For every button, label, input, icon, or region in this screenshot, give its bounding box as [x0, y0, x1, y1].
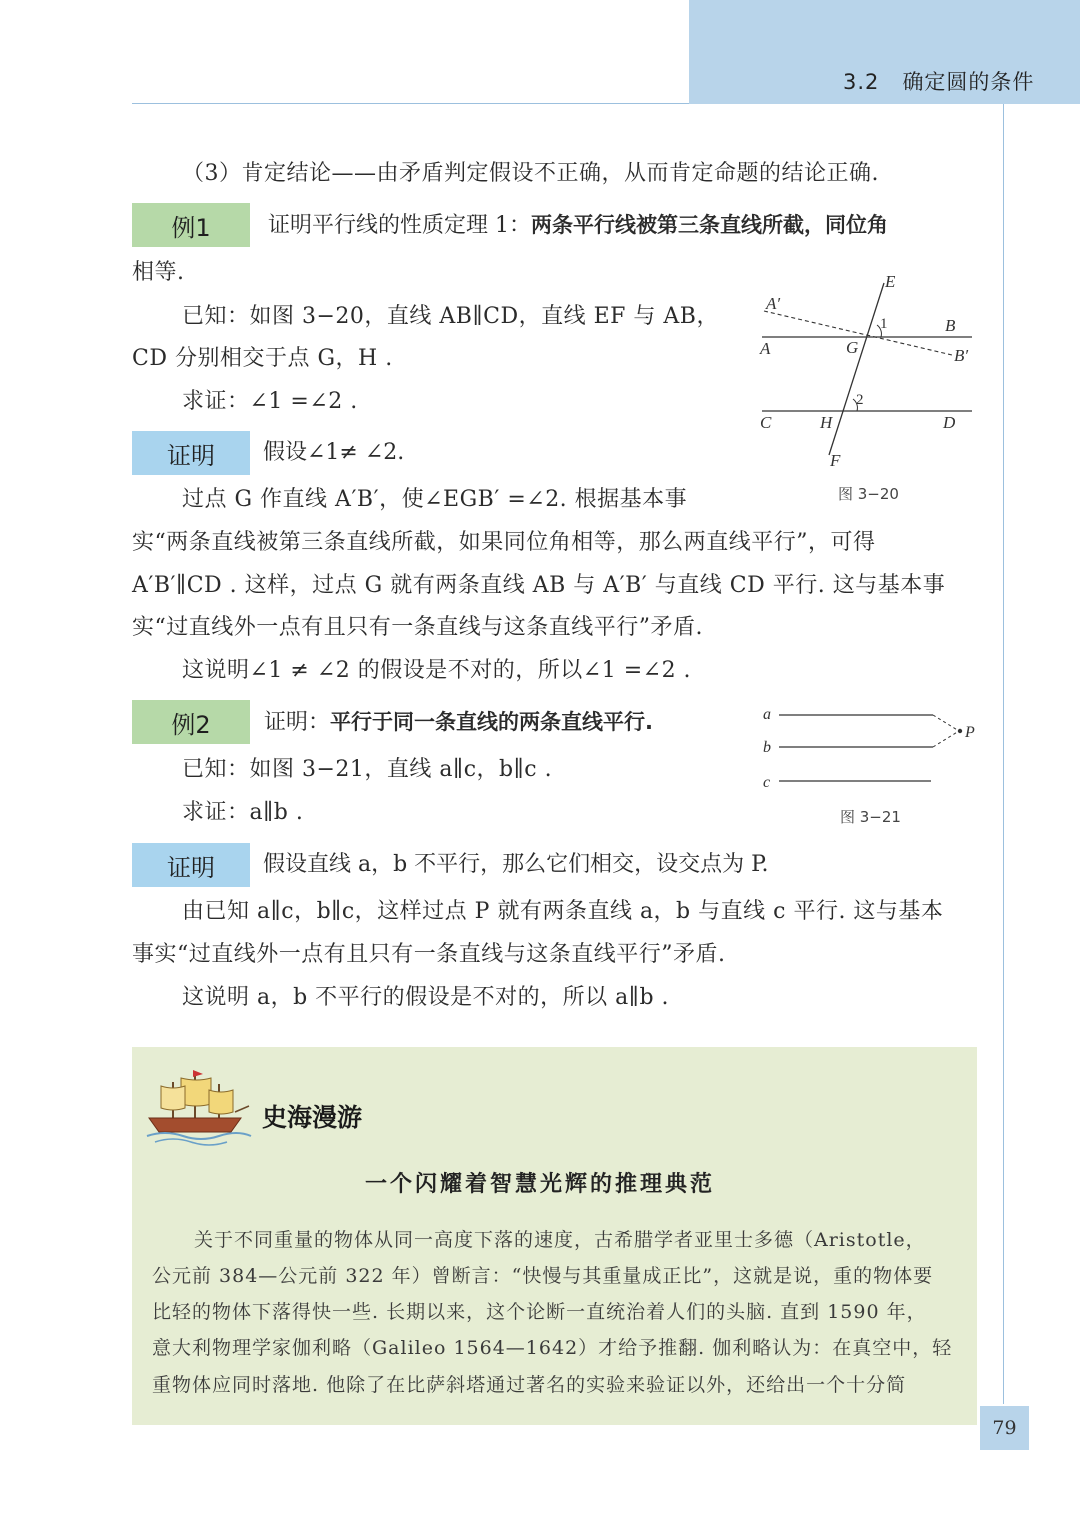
- sailing-ship-icon: [145, 1068, 253, 1146]
- line-ef: [829, 283, 884, 455]
- history-line-5: 重物体应同时落地. 他除了在比萨斜塔通过著名的实验来验证以外，还给出一个十分简: [152, 1374, 907, 1396]
- example-2-prove: 求证：a∥b .: [182, 800, 304, 825]
- proof-1-assume: 假设∠1≠ ∠2.: [263, 440, 405, 465]
- proof-1-line-4: 实“过直线外一点有且只有一条直线与这条直线平行”矛盾.: [132, 615, 703, 640]
- page-number: 79: [980, 1406, 1029, 1450]
- fig1-label-A: A: [760, 339, 771, 358]
- fig1-label-E: E: [885, 272, 896, 291]
- fig1-label-D: D: [943, 413, 956, 432]
- history-line-4: 意大利物理学家伽利略（Galileo 1564—1642）才给予推翻. 伽利略认为：在真空中，轻: [152, 1337, 953, 1359]
- example-1-prove: 求证：∠1 =∠2 .: [182, 389, 358, 414]
- section-title: [843, 66, 1034, 96]
- figure-3-21: [755, 700, 985, 800]
- fig2-label-c: c: [763, 774, 771, 791]
- figure-3-20: [750, 265, 990, 480]
- fig2-label-b: b: [763, 739, 771, 756]
- proof-1-line-2: 实“两条直线被第三条直线所截，如果同位角相等，那么两直线平行”，可得: [132, 530, 876, 555]
- proof-2-label: 证明: [132, 843, 250, 887]
- example-1-label: 例1: [132, 203, 250, 247]
- example-2-label: 例2: [132, 700, 250, 744]
- fig1-label-H: H: [820, 413, 833, 432]
- dash-b-p: [933, 731, 959, 747]
- example-2-title-plain: 证明：: [264, 710, 331, 735]
- proof-2-line-1: 由已知 a∥c，b∥c，这样过点 P 就有两条直线 a，b 与直线 c 平行. 这与基本: [182, 899, 944, 924]
- dash-a-p: [933, 715, 959, 731]
- proof-1-line-1: 过点 G 作直线 A′B′，使∠EGB′ =∠2. 根据基本事: [182, 487, 688, 512]
- section-number: 3.2: [843, 70, 880, 94]
- history-line-2: 公元前 384—公元前 322 年）曾断言：“快慢与其重量成正比”，这就是说，重的物体要: [152, 1265, 934, 1287]
- example-1-given-1: 已知：如图 3−20，直线 AB∥CD，直线 EF 与 AB，: [182, 304, 719, 329]
- side-rule: [1003, 104, 1004, 1404]
- header-rule: [132, 103, 689, 104]
- example-2-title: [264, 707, 653, 738]
- example-1-title-plain: 证明平行线的性质定理 1：: [268, 213, 531, 238]
- fig1-label-C: C: [760, 413, 772, 432]
- fig1-label-B1: B′: [954, 346, 969, 365]
- fig1-label-B: B: [945, 316, 956, 335]
- history-line-3: 比轻的物体下落得快一些. 长期以来，这个论断一直统治着人们的头脑. 直到 1590 年，: [152, 1301, 927, 1323]
- history-line-1: 关于不同重量的物体从同一高度下落的速度，古希腊学者亚里士多德（Aristotle，: [194, 1229, 926, 1251]
- example-2-title-bold: 平行于同一条直线的两条直线平行.: [330, 710, 653, 734]
- figure-3-21-caption: 图 3−21: [840, 808, 901, 826]
- example-2-given: 已知：如图 3−21，直线 a∥c，b∥c .: [182, 757, 553, 782]
- fig1-label-F: F: [830, 451, 841, 470]
- point-p: [958, 729, 962, 733]
- example-1-title: [268, 210, 888, 241]
- step-3-text: （3）肯定结论——由矛盾判定假设不正确，从而肯定命题的结论正确.: [182, 161, 879, 186]
- proof-2-assume: 假设直线 a，b 不平行，那么它们相交，设交点为 P.: [263, 852, 769, 877]
- proof-1-label: 证明: [132, 431, 250, 475]
- proof-2-line-2: 事实“过直线外一点有且只有一条直线与这条直线平行”矛盾.: [132, 942, 726, 967]
- example-1-title-bold: 两条平行线被第三条直线所截，同位角: [531, 213, 888, 237]
- history-heading: 史海漫游: [262, 1103, 363, 1132]
- example-1-given-2: CD 分别相交于点 G，H .: [132, 346, 393, 371]
- fig2-label-a: a: [763, 706, 771, 723]
- section-name: 确定圆的条件: [902, 70, 1035, 94]
- fig1-label-1: 1: [880, 316, 888, 332]
- fig1-label-G: G: [846, 338, 859, 357]
- fig1-label-A1: A′: [766, 294, 781, 313]
- example-1-title-cont: 相等.: [132, 260, 185, 285]
- fig2-label-P: P: [965, 724, 975, 741]
- proof-2-line-3: 这说明 a，b 不平行的假设是不对的，所以 a∥b .: [182, 985, 670, 1010]
- figure-3-20-caption: 图 3−20: [838, 485, 899, 503]
- proof-1-line-3: A′B′∥CD . 这样，过点 G 就有两条直线 AB 与 A′B′ 与直线 CD 平行. 这与基本事: [132, 573, 946, 598]
- proof-1-line-5: 这说明∠1 ≠ ∠2 的假设是不对的，所以∠1 =∠2 .: [182, 658, 692, 683]
- fig1-label-2: 2: [856, 392, 864, 408]
- history-subtitle: 一个闪耀着智慧光辉的推理典范: [364, 1171, 715, 1197]
